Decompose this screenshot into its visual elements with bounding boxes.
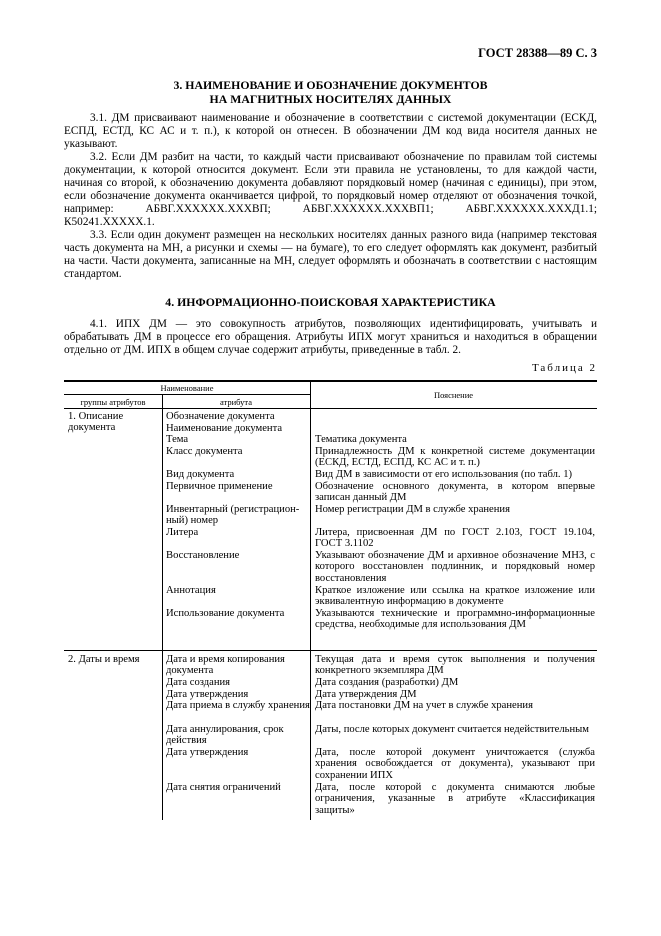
section4-title: 4. ИНФОРМАЦИОННО-ПОИСКОВАЯ ХАРАКТЕРИСТИКА xyxy=(165,295,496,309)
paragraph-3-3: 3.3. Если один документ размещен на нескольких носителях данных разного вида (например текстовая часть документа на МН, а рисунки и схемы — на бумаге), то его следует оформлять как документ, разбитый на части. Части документа, записанные на МН, следует оформлять и обозначать в соответствии с настоящим стандартом. xyxy=(64,229,597,280)
page-header: ГОСТ 28388—89 С. 3 xyxy=(478,46,597,60)
explanation-cell: Тематика документа xyxy=(315,434,407,445)
section3-body xyxy=(64,112,597,281)
section3-title-line1: 3. НАИМЕНОВАНИЕ И ОБОЗНАЧЕНИЕ ДОКУМЕНТОВ xyxy=(173,78,488,92)
attr-cell: Вид документа xyxy=(166,469,235,480)
explanation-cell: Принадлежность ДМ к конкретной системе документации (ЕСКД, ЕСТД, ЕСПД, КС АС и т. п.) xyxy=(315,446,595,469)
attr-cell: Дата приема в службу хранения xyxy=(166,700,310,711)
group-description: 1. Описание документа xyxy=(68,411,124,434)
header-inner-rule xyxy=(64,394,310,395)
attr-cell: Первичное применение xyxy=(166,481,273,492)
explanation-cell: Текущая дата и время суток выполнения и получения конкретного экземпляра ДМ xyxy=(315,654,595,677)
explanation-cell: Дата, после которой документ уничтожается (служба хранения освобождается от документа), указывают при сохранении ИПХ xyxy=(315,747,595,781)
attr-cell: Тема xyxy=(166,434,189,445)
attributes-table xyxy=(64,380,597,820)
attr-cell: Обозначение документа xyxy=(166,411,275,422)
header-explanation: Пояснение xyxy=(433,390,474,400)
attr-cell: Аннотация xyxy=(166,585,216,596)
attr-cell: Дата создания xyxy=(166,677,231,688)
explanation-cell: Литера, присвоенная ДМ по ГОСТ 2.103, ГОСТ 19.104, ГОСТ 3.1102 xyxy=(315,527,595,550)
attr-cell: Восстановление xyxy=(166,550,240,561)
attr-cell: Инвентарный (регистрацион-ный) номер xyxy=(166,504,300,527)
attr-cell: Дата снятия ограничений xyxy=(166,782,281,793)
explanation-cell: Дата создания (разработки) ДМ xyxy=(315,677,459,688)
table-caption: Таблица 2 xyxy=(531,362,597,374)
group-separator-rule xyxy=(64,650,597,651)
table-top-rule xyxy=(64,380,597,382)
column-rule-1 xyxy=(162,394,163,820)
explanation-cell: Дата, после которой с документа снимаются любые ограничения, указанные в атрибуте «Классификация защиты» xyxy=(315,782,595,816)
attr-cell: Дата утверждения xyxy=(166,747,249,758)
explanation-cell: Вид ДМ в зависимости от его использования (по табл. 1) xyxy=(315,469,573,480)
explanation-cell: Номер регистрации ДМ в службе хранения xyxy=(315,504,510,515)
section3-title-line2: НА МАГНИТНЫХ НОСИТЕЛЯХ ДАННЫХ xyxy=(209,92,452,106)
section4-body xyxy=(64,318,597,357)
header-group: группы атрибутов xyxy=(80,397,146,407)
explanation-cell: Обозначение основного документа, в котором впервые записан данный ДМ xyxy=(315,481,595,504)
attr-cell: Дата и время копирования документа xyxy=(166,654,285,677)
header-name: Наименование xyxy=(160,383,214,393)
header-attribute: атрибута xyxy=(219,397,252,407)
explanation-cell: Дата утверждения ДМ xyxy=(315,689,417,700)
group-dates: 2. Даты и время xyxy=(68,654,140,665)
attr-cell: Литера xyxy=(166,527,199,538)
paragraph-4-1: 4.1. ИПХ ДМ — это совокупность атрибутов, позволяющих идентифицировать, учитывать и обрабатывать ДМ в процессе его обращения. Атрибуты ИПХ могут храниться и находиться в обращении отдельно от ДМ. ИПХ в общем случае содержит атрибуты, приведенные в табл. 2. xyxy=(64,318,597,356)
attr-cell: Наименование документа xyxy=(166,423,283,434)
attr-cell: Дата аннулирования, срок действия xyxy=(166,724,284,747)
attr-cell: Класс документа xyxy=(166,446,243,457)
paragraph-3-2: 3.2. Если ДМ разбит на части, то каждый части присваивают обозначение по правилам той системы документации, к которой относится документ. Если эти правила не установлены, то для каждой части, начиная со второй, к обозначению документа добавляют порядковый номер (начиная с единицы), при этом, если обозначение документа оканчивается цифрой, то порядковый номер отделяют от обозначения точкой, например: АБВГ.XXXXXX.XXXВП; АБВГ.XXXXXX.XXXВП1; АБВГ.XXXXXX.XXXД1.1; К50241.XXXXX.1. xyxy=(64,151,597,228)
attr-cell: Дата утверждения xyxy=(166,689,249,700)
header-bottom-rule xyxy=(64,408,597,409)
attr-cell: Использование документа xyxy=(166,608,285,619)
column-rule-2 xyxy=(310,380,311,820)
paragraph-3-1: 3.1. ДМ присваивают наименование и обозначение в соответствии с системой документации (ЕСКД, ЕСПД, ЕСТД, КС АС и т. п.), к которой он отнесен. В обозначении ДМ код вида носителя данных не указывают. xyxy=(64,112,597,150)
explanation-cell: Дата постановки ДМ на учет в службе хранения xyxy=(315,700,533,711)
explanation-cell: Указываются технические и программно-информационные средства, необходимые для использования ДМ xyxy=(315,608,595,631)
explanation-cell: Указывают обозначение ДМ и архивное обозначение МНЗ, с которого восстановлен подлинник, и порядковый номер восстановления xyxy=(315,550,595,584)
explanation-cell: Даты, после которых документ считается недействительным xyxy=(315,724,589,735)
explanation-cell: Краткое изложение или ссылка на краткое изложение или эквивалентную информацию в документе xyxy=(315,585,595,608)
